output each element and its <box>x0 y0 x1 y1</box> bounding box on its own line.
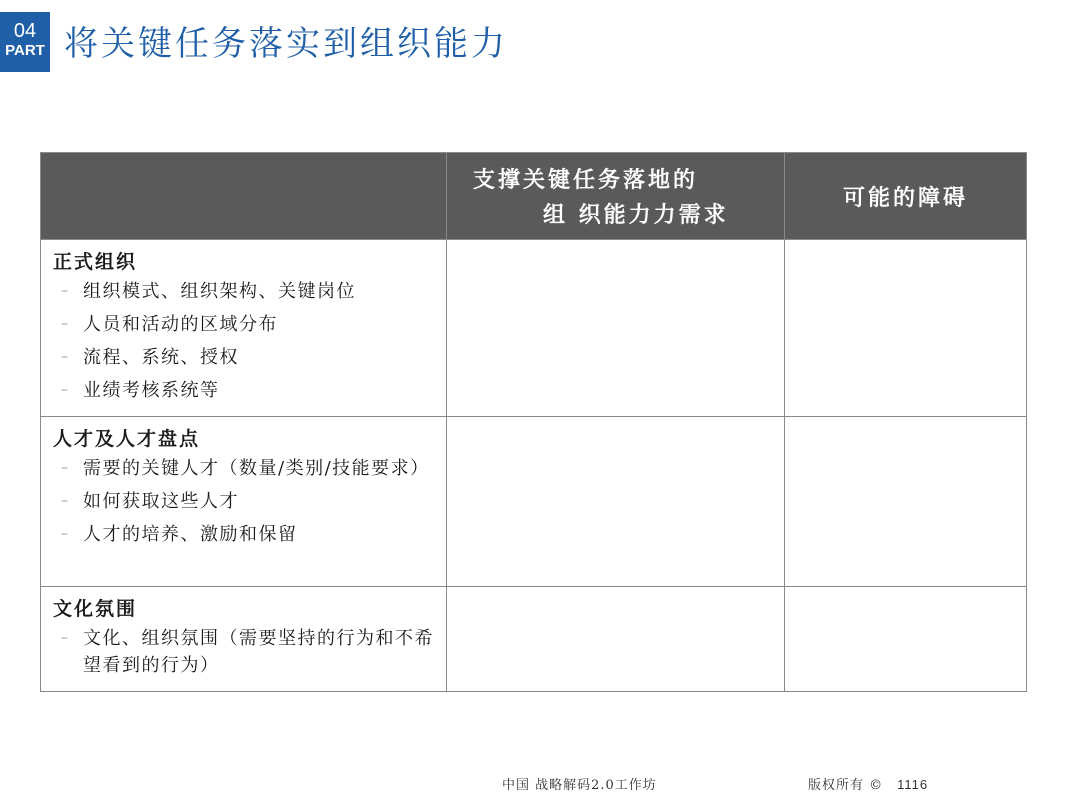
footer-workshop-name: 中国 战略解码2.0工作坊 <box>502 778 657 793</box>
item-list <box>53 278 436 404</box>
header-demand-line1: 支撑关键任务落地的 <box>473 167 699 193</box>
row-formal-organization <box>41 240 447 417</box>
row-culture-climate <box>41 587 447 692</box>
capability-table <box>40 152 1027 692</box>
part-label: PART <box>5 42 45 59</box>
header-empty-cell <box>41 153 447 240</box>
part-number: 04 <box>13 20 37 42</box>
dash-bullet-icon: – <box>61 316 70 332</box>
obstacle-cell <box>785 417 1027 587</box>
list-item: – 人才的培养、激励和保留 <box>53 521 436 548</box>
list-item: – 组织模式、组织架构、关键岗位 <box>53 278 436 305</box>
row-talent-review <box>41 417 447 587</box>
list-item: – 人员和活动的区域分布 <box>53 311 436 338</box>
table-row <box>41 417 1027 587</box>
item-list <box>53 455 436 548</box>
dash-bullet-icon: – <box>61 630 70 646</box>
list-item: – 如何获取这些人才 <box>53 488 436 515</box>
dash-bullet-icon: – <box>61 283 70 299</box>
part-badge <box>0 12 50 72</box>
list-item: – 需要的关键人才（数量/类别/技能要求） <box>53 455 436 482</box>
list-item: – 流程、系统、授权 <box>53 344 436 371</box>
slide-title: 将关键任务落实到组织能力 <box>64 24 508 64</box>
header-capability-demand <box>447 153 785 240</box>
dash-bullet-icon: – <box>61 526 70 542</box>
demand-cell <box>447 587 785 692</box>
section-title: 文化氛围 <box>53 598 138 620</box>
copyright-text: 版权所有 © <box>808 778 884 793</box>
dash-bullet-icon: – <box>61 382 70 398</box>
section-title: 人才及人才盘点 <box>53 428 201 450</box>
header-demand-line2: 组 织能力力需求 <box>543 202 729 228</box>
page-number: 1116 <box>897 777 929 792</box>
footer-copyright <box>808 774 928 793</box>
obstacle-cell <box>785 587 1027 692</box>
section-title: 正式组织 <box>53 251 138 273</box>
header-obstacles: 可能的障碍 <box>785 153 1027 240</box>
obstacle-cell <box>785 240 1027 417</box>
dash-bullet-icon: – <box>61 349 70 365</box>
list-item: – 文化、组织氛围（需要坚持的行为和不希望看到的行为） <box>53 625 436 679</box>
table-row <box>41 587 1027 692</box>
table-header-row <box>41 153 1027 240</box>
dash-bullet-icon: – <box>61 460 70 476</box>
demand-cell <box>447 240 785 417</box>
list-item: – 业绩考核系统等 <box>53 377 436 404</box>
demand-cell <box>447 417 785 587</box>
item-list <box>53 625 436 679</box>
table-row <box>41 240 1027 417</box>
dash-bullet-icon: – <box>61 493 70 509</box>
